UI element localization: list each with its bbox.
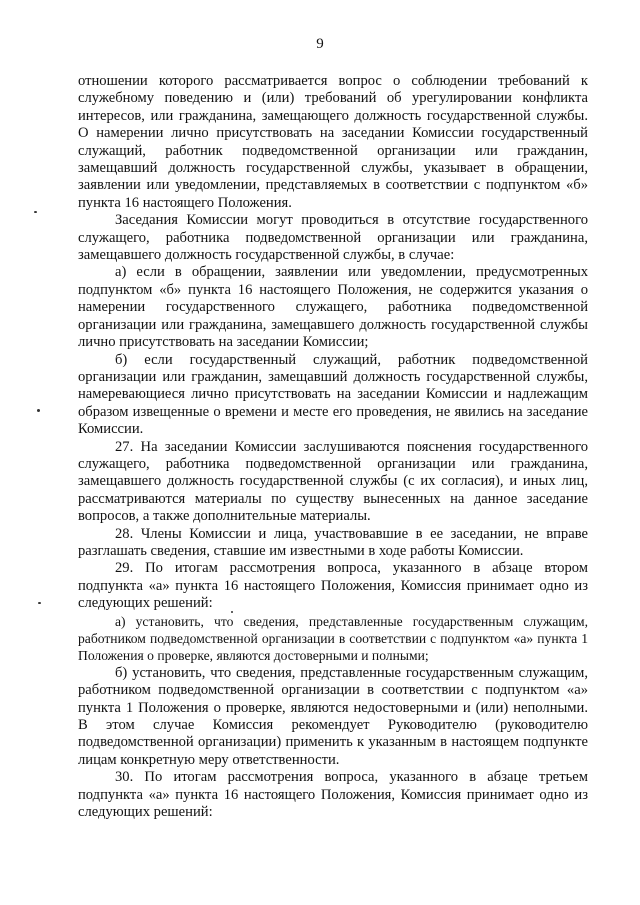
- paragraph-28: 28. Члены Комиссии и лица, участвовавшие в ее заседании, не вправе разглашать сведения, ставшие им известными в ходе работы Комиссии.: [78, 525, 588, 559]
- scan-speck: [231, 611, 233, 613]
- paragraph-meetings-in-absence: Заседания Комиссии могут проводиться в отсутствие государственного служащего, работника подведомственной организации или гражданина, замещавшего должность государственной службы, в случае:: [78, 212, 588, 264]
- scan-speck: [38, 602, 41, 604]
- paragraph-30: 30. По итогам рассмотрения вопроса, указанного в абзаце третьем подпункта «а» пункта 16 настоящего Положения, Комиссия принимает одно из следующих решений:: [78, 769, 588, 821]
- page-number: 9: [316, 36, 324, 52]
- scan-speck: [34, 211, 37, 213]
- paragraph-continuation: отношении которого рассматривается вопрос о соблюдении требований к служебному поведению и (или) требований об урегулировании конфликта интересов, или гражданина, замещающего должность государственной службы. О намерении лично присутствовать на заседании Комиссии государственный служащий, работник подведомственной организации или гражданин, замещавший должность государственной службы, указывает в обращении, заявлении или уведомлении, представляемых в соответствии с подпунктом «б» пункта 16 настоящего Положения.: [78, 73, 588, 211]
- paragraph-case-b: б) если государственный служащий, работник подведомственной организации или гражданин, замещавший должность государственной службы, намеревающиеся лично присутствовать на заседании Комиссии и надлежащим образом извещенные о времени и месте его проведения, не явились на заседание Комиссии.: [78, 351, 588, 438]
- document-body: [78, 73, 588, 821]
- paragraph-29: 29. По итогам рассмотрения вопроса, указанного в абзаце втором подпункта «а» пункта 16 настоящего Положения, Комиссия принимает одно из следующих решений:: [78, 560, 588, 612]
- paragraph-29-a: а) установить, что сведения, представленные государственным служащим, работником подведомственной организации в соответствии с подпунктом «а» пункта 1 Положения о проверке, являются достоверными и полными;: [78, 613, 588, 664]
- paragraph-29-b: б) установить, что сведения, представленные государственным служащим, работником подведомственной организации в соответствии с подпунктом «а» пункта 1 Положения о проверке, являются недостоверными и (или) неполными. В этом случае Комиссия рекомендует Руководителю (руководителю подведомственной организации) применить к указанным в настоящем подпункте лицам конкретную меру ответственности.: [78, 664, 588, 768]
- paragraph-case-a: а) если в обращении, заявлении или уведомлении, предусмотренных подпунктом «б» пункта 16 настоящего Положения, не содержится указания о намерении государственного служащего, работника подведомственной организации или гражданина, замещавшего должность государственной службы лично присутствовать на заседании Комиссии;: [78, 264, 588, 351]
- paragraph-27: 27. На заседании Комиссии заслушиваются пояснения государственного служащего, работника подведомственной организации или гражданина, замещавшего должность государственной службы (с их согласия), и иных лиц, рассматриваются материалы по существу вынесенных на данное заседание вопросов, а также дополнительные материалы.: [78, 438, 588, 525]
- scan-speck: [37, 409, 40, 412]
